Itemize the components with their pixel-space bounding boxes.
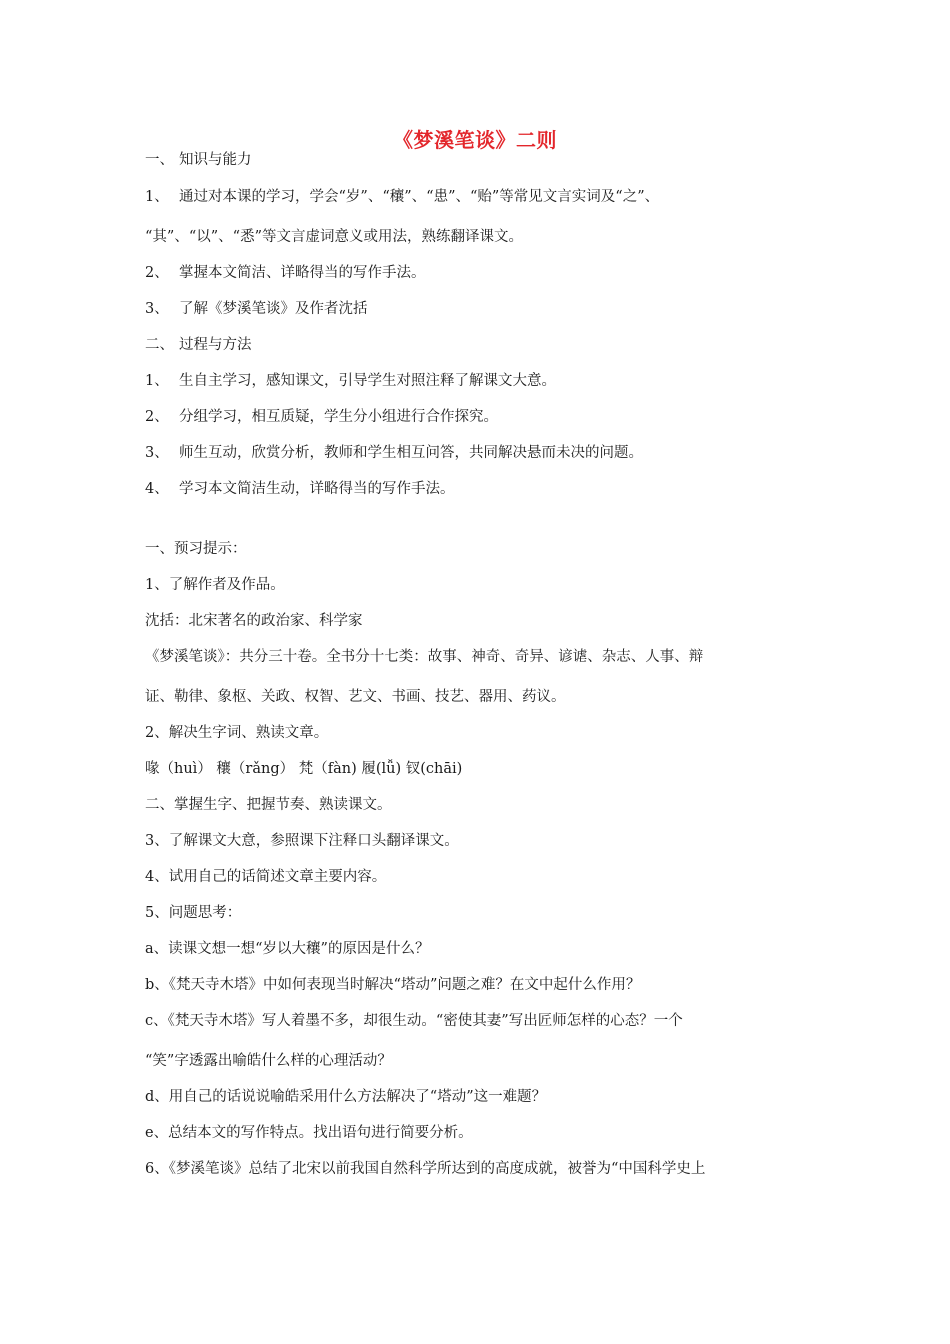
- line-text: a、读课文想一想“岁以大穰”的原因是什么？: [145, 941, 430, 957]
- line-text: 《梦溪笔谈》：共分三十卷。全书分十七类：故事、神奇、奇异、谚谑、杂志、人事、辩: [145, 649, 704, 665]
- item-number: 1、: [145, 189, 169, 205]
- text-line: [145, 1051, 392, 1071]
- text-line: [145, 647, 703, 667]
- line-text: 一、预习提示：: [145, 541, 247, 557]
- text-line: [145, 1159, 705, 1179]
- item-number: 1、: [145, 373, 169, 389]
- text-line: [145, 1123, 473, 1143]
- text-line: [145, 443, 643, 463]
- item-number: 3、: [145, 445, 169, 461]
- text-line: [145, 611, 363, 631]
- text-line: [145, 687, 566, 707]
- text-line: [145, 263, 426, 283]
- line-text: 二、掌握生字、把握节奏、熟读课文。: [145, 797, 392, 813]
- text-line: [145, 371, 556, 391]
- line-text: d、用自己的话说说喻皓采用什么方法解决了“塔动”这一难题？: [145, 1089, 547, 1105]
- text-line: [145, 539, 247, 559]
- line-text: 4、试用自己的话简述文章主要内容。: [145, 869, 387, 885]
- line-text: 沈括：北宋著名的政治家、科学家: [145, 613, 363, 629]
- line-text: 证、勒律、象枢、关政、权智、艺文、书画、技艺、器用、药议。: [145, 689, 566, 705]
- text-line: [145, 867, 386, 887]
- line-text: 知识与能力: [179, 152, 252, 168]
- text-line: [145, 407, 498, 427]
- text-line: [145, 479, 455, 499]
- line-text: e、总结本文的写作特点。找出语句进行简要分析。: [145, 1125, 473, 1141]
- line-text: 3、了解课文大意，参照课下注释口头翻译课文。: [145, 833, 459, 849]
- item-number: 一、: [145, 152, 174, 168]
- text-line: [145, 1011, 683, 1031]
- line-text: 学习本文简洁生动，详略得当的写作手法。: [179, 481, 455, 497]
- line-text: 掌握本文简洁、详略得当的写作手法。: [179, 265, 426, 281]
- text-line: [145, 227, 523, 247]
- line-text: “其”、“以”、“悉”等文言虚词意义或用法，熟练翻译课文。: [145, 229, 523, 245]
- line-text: 师生互动，欣赏分析，教师和学生相互问答，共同解决悬而未决的问题。: [179, 445, 643, 461]
- text-line: [145, 903, 241, 923]
- line-text: 喙（huì） 穰（rǎng） 梵（fàn) 履(lǚ) 钗(chāi): [145, 761, 463, 777]
- text-line: [145, 831, 459, 851]
- line-text: 过程与方法: [179, 337, 252, 353]
- item-number: 2、: [145, 409, 169, 425]
- text-line: [145, 150, 252, 170]
- line-text: 通过对本课的学习，学会“岁”、“穰”、“患”、“贻”等常见文言实词及“之”、: [179, 189, 660, 205]
- text-line: [145, 299, 368, 319]
- item-number: 二、: [145, 337, 174, 353]
- line-text: “笑”字透露出喻皓什么样的心理活动？: [145, 1053, 392, 1069]
- item-number: 2、: [145, 265, 169, 281]
- line-text: 1、了解作者及作品。: [145, 577, 285, 593]
- item-number: 3、: [145, 301, 169, 317]
- text-line: [145, 575, 285, 595]
- line-text: 分组学习，相互质疑，学生分小组进行合作探究。: [179, 409, 498, 425]
- document-title: 《梦溪笔谈》二则: [393, 128, 557, 152]
- text-line: [145, 187, 659, 207]
- text-line: [145, 939, 429, 959]
- line-text: c、《梵天寺木塔》写人着墨不多，却很生动。“密使其妻”写出匠师怎样的心态？一个: [145, 1013, 683, 1029]
- line-text: 5、问题思考：: [145, 905, 242, 921]
- text-line: [145, 723, 328, 743]
- item-number: 4、: [145, 481, 169, 497]
- text-line: [145, 975, 640, 995]
- text-line: [145, 1087, 546, 1107]
- line-text: b、《梵天寺木塔》中如何表现当时解决“塔动”问题之难？在文中起什么作用？: [145, 977, 641, 993]
- line-text: 6、《梦溪笔谈》总结了北宋以前我国自然科学所达到的高度成就，被誉为“中国科学史上: [145, 1161, 706, 1177]
- line-text: 生自主学习，感知课文，引导学生对照注释了解课文大意。: [179, 373, 556, 389]
- line-text: 了解《梦溪笔谈》及作者沈括: [179, 301, 368, 317]
- text-line: [145, 795, 392, 815]
- text-line: [145, 335, 252, 355]
- line-text: 2、解决生字词、熟读文章。: [145, 725, 329, 741]
- text-line: [145, 759, 462, 779]
